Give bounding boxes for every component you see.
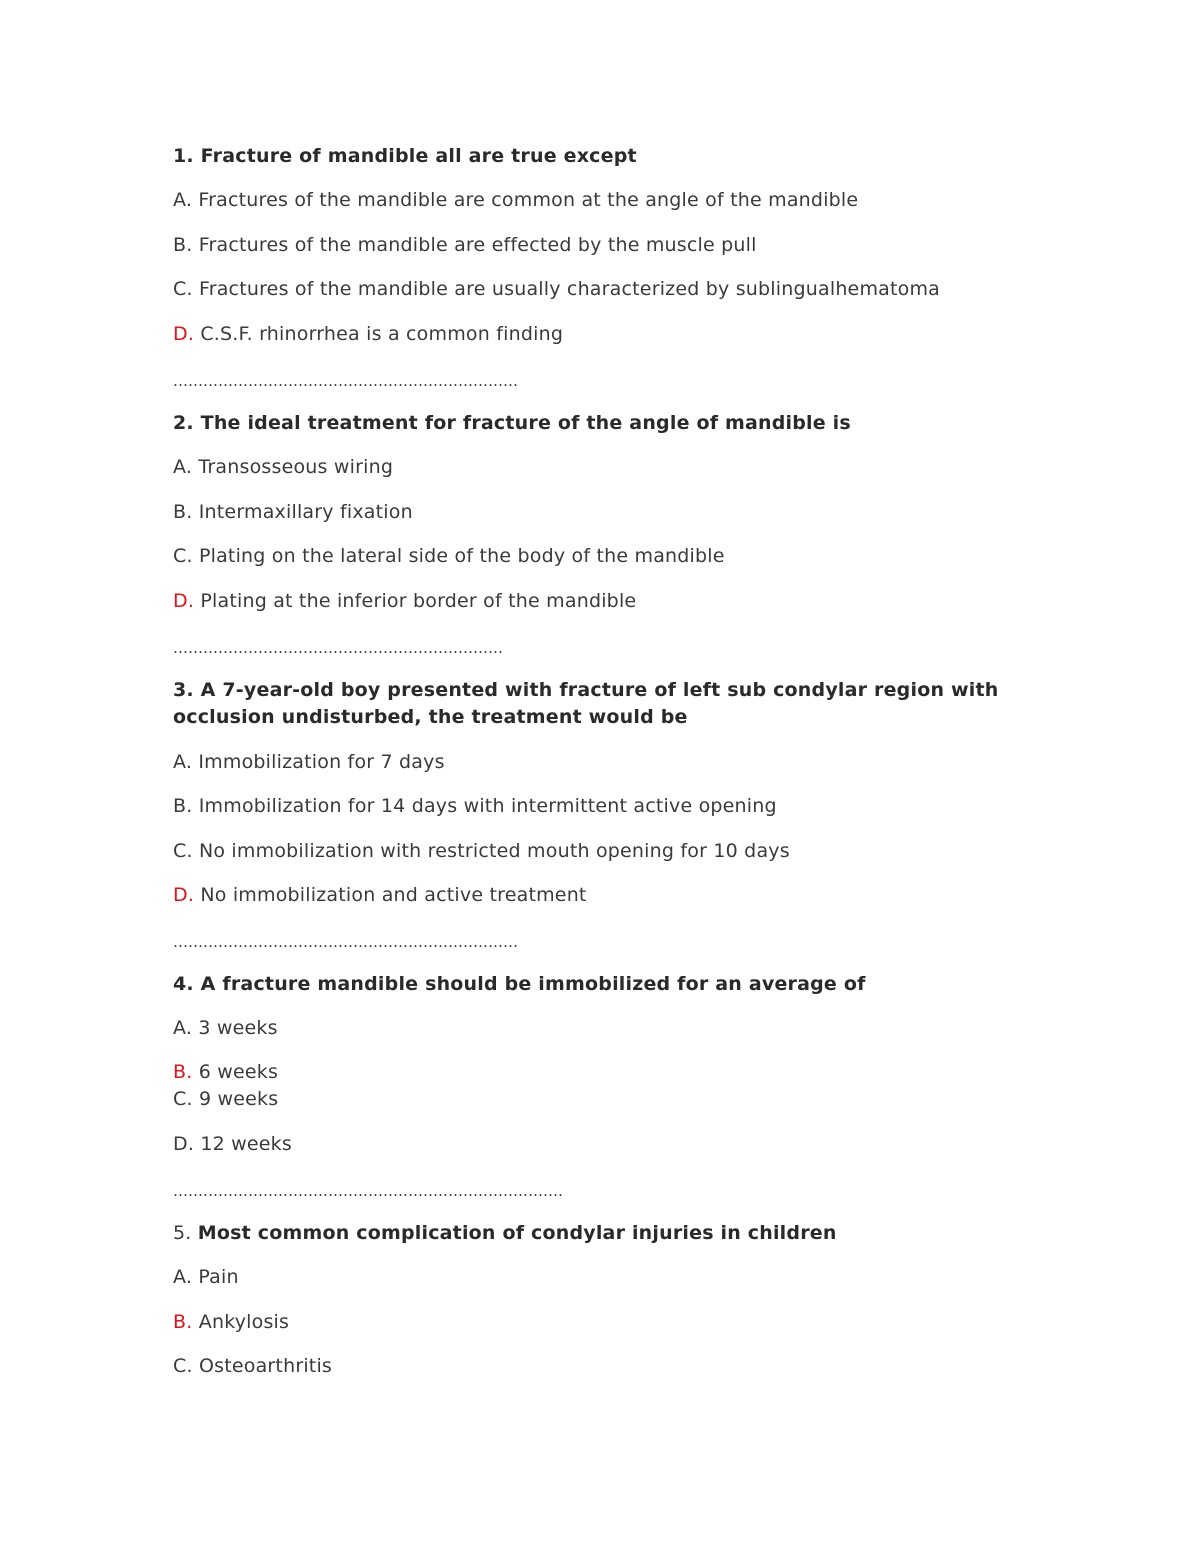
option-1a: A. Fractures of the mandible are common at the angle of the mandible — [173, 189, 859, 211]
option-5a: A. Pain — [173, 1266, 239, 1288]
option-letter: D — [173, 1133, 188, 1155]
correct-answer-letter: B. — [173, 1311, 193, 1333]
option-2c: C. Plating on the lateral side of the body of the mandible — [173, 545, 725, 567]
question-number: 3. — [173, 679, 194, 701]
option-4b — [173, 1059, 278, 1086]
correct-answer-letter: B. — [173, 1061, 193, 1083]
correct-answer-letter: D. — [173, 590, 195, 612]
question-text: A fracture mandible should be immobilized for an average of — [200, 973, 866, 995]
question-5 — [173, 1220, 837, 1247]
option-1d — [173, 321, 563, 348]
option-text: Pain — [198, 1266, 239, 1288]
option-text: Fractures of the mandible are effected by the muscle pull — [198, 234, 757, 256]
option-text: Transosseous wiring — [198, 456, 394, 478]
question-number: 4. — [173, 973, 194, 995]
option-4a: A. 3 weeks — [173, 1017, 278, 1039]
option-letter: C — [173, 1088, 187, 1110]
separator-line: ………………………………………………………… — [173, 639, 503, 657]
option-4c: C. 9 weeks — [173, 1088, 279, 1110]
option-1c: C. Fractures of the mandible are usually characterized by sublingualhematoma — [173, 278, 941, 300]
option-text: Intermaxillary fixation — [198, 501, 413, 523]
option-text: Immobilization for 7 days — [198, 751, 445, 773]
correct-answer-letter: D. — [173, 884, 195, 906]
option-3a: A. Immobilization for 7 days — [173, 751, 445, 773]
option-3b: B. Immobilization for 14 days with intermittent active opening — [173, 795, 777, 817]
question-number: 1. — [173, 145, 194, 167]
option-text: 9 weeks — [198, 1088, 279, 1110]
option-2d — [173, 588, 636, 615]
question-2 — [173, 410, 851, 437]
option-letter: C — [173, 840, 187, 862]
question-number: 5. — [173, 1222, 192, 1244]
question-3 — [173, 677, 1073, 731]
option-2b: B. Intermaxillary fixation — [173, 501, 413, 523]
option-text: Fractures of the mandible are common at the angle of the mandible — [198, 189, 859, 211]
option-3d — [173, 882, 587, 909]
option-letter: C — [173, 1355, 187, 1377]
option-text: 12 weeks — [200, 1133, 292, 1155]
option-letter: B — [173, 795, 187, 817]
question-text: Fracture of mandible all are true except — [200, 145, 637, 167]
option-letter: B — [173, 234, 187, 256]
option-text: No immobilization with restricted mouth opening for 10 days — [198, 840, 790, 862]
separator-line: …………………………………………………………………… — [173, 1182, 563, 1200]
separator-line: …………………………………………………………… — [173, 372, 518, 390]
option-4d: D. 12 weeks — [173, 1133, 292, 1155]
option-5c: C. Osteoarthritis — [173, 1355, 333, 1377]
option-text: Plating at the inferior border of the mandible — [200, 590, 637, 612]
option-text: Ankylosis — [198, 1311, 290, 1333]
question-text: The ideal treatment for fracture of the angle of mandible is — [200, 412, 851, 434]
option-letter: A — [173, 1266, 186, 1288]
option-text: Plating on the lateral side of the body of the mandible — [198, 545, 725, 567]
question-text: A 7-year-old boy presented with fracture of left sub condylar region with occlusion undisturbed, the treatment would be — [173, 679, 999, 728]
option-3c: C. No immobilization with restricted mouth opening for 10 days — [173, 840, 790, 862]
option-letter: C — [173, 545, 187, 567]
option-text: C.S.F. rhinorrhea is a common finding — [200, 323, 564, 345]
correct-answer-letter: D. — [173, 323, 195, 345]
option-letter: A — [173, 189, 186, 211]
option-letter: A — [173, 1017, 186, 1039]
separator-line: …………………………………………………………… — [173, 933, 518, 951]
question-text: Most common complication of condylar injuries in children — [197, 1222, 837, 1244]
option-text: No immobilization and active treatment — [200, 884, 587, 906]
option-5b — [173, 1309, 289, 1336]
option-letter: C — [173, 278, 187, 300]
question-1 — [173, 143, 637, 170]
option-text: Fractures of the mandible are usually characterized by sublingualhematoma — [198, 278, 941, 300]
option-text: Immobilization for 14 days with intermittent active opening — [198, 795, 777, 817]
option-letter: B — [173, 501, 187, 523]
option-2a: A. Transosseous wiring — [173, 456, 394, 478]
option-text: 6 weeks — [198, 1061, 279, 1083]
option-text: 3 weeks — [198, 1017, 278, 1039]
option-letter: A — [173, 456, 186, 478]
question-4 — [173, 971, 866, 998]
option-1b: B. Fractures of the mandible are effected by the muscle pull — [173, 234, 757, 256]
option-text: Osteoarthritis — [198, 1355, 333, 1377]
option-letter: A — [173, 751, 186, 773]
question-number: 2. — [173, 412, 194, 434]
